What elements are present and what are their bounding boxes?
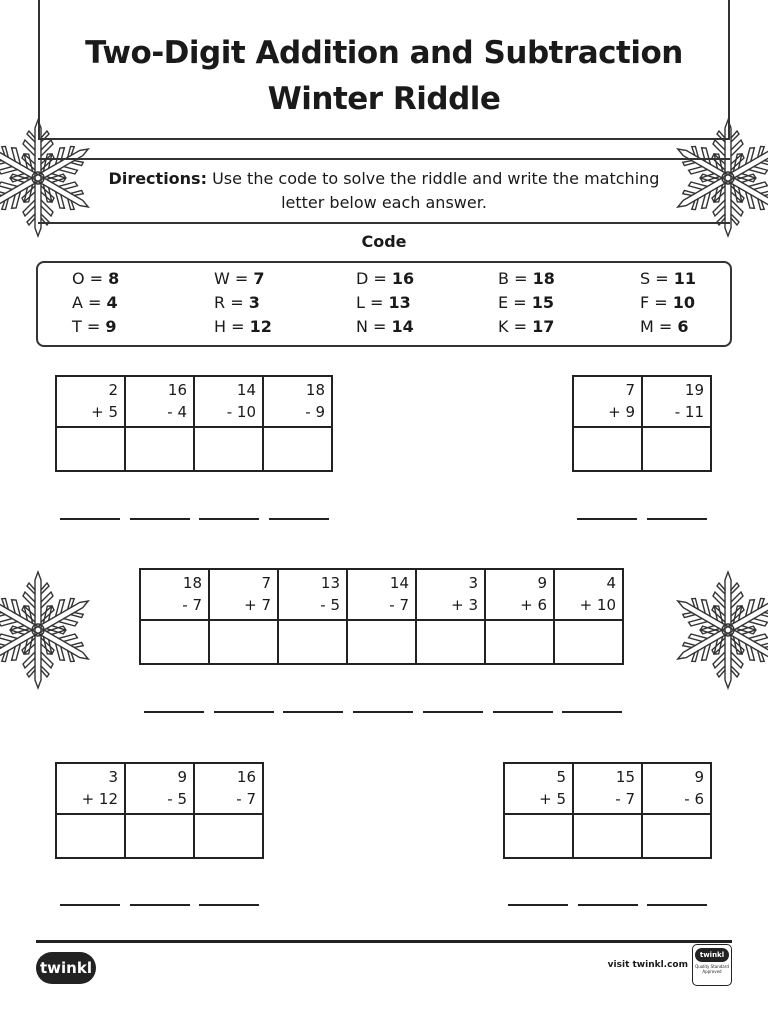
directions-label: Directions: bbox=[108, 169, 207, 188]
problem-top-number: 9 bbox=[537, 574, 547, 592]
problem-top-number: 18 bbox=[182, 574, 202, 592]
problem-cell bbox=[485, 569, 554, 620]
answer-cell[interactable] bbox=[642, 427, 711, 471]
problem-top-number: 13 bbox=[320, 574, 340, 592]
problem-operation: - 11 bbox=[674, 403, 704, 421]
problem-table-1 bbox=[55, 375, 333, 472]
problem-cell bbox=[209, 569, 278, 620]
code-letter: F bbox=[640, 293, 650, 312]
answer-cell[interactable] bbox=[573, 427, 642, 471]
code-entry bbox=[356, 315, 414, 339]
code-equals: = bbox=[653, 317, 678, 336]
answer-cell[interactable] bbox=[125, 427, 194, 471]
problem-top-number: 4 bbox=[606, 574, 616, 592]
answer-letter-line[interactable] bbox=[214, 711, 274, 713]
problem-cell bbox=[554, 569, 623, 620]
problem-cell bbox=[263, 376, 332, 427]
code-letter: W bbox=[214, 269, 230, 288]
code-value: 11 bbox=[673, 269, 696, 288]
answer-cell[interactable] bbox=[485, 620, 554, 664]
code-entry bbox=[498, 291, 554, 315]
code-value: 4 bbox=[106, 293, 118, 312]
code-equals: = bbox=[225, 293, 249, 312]
problem-operation: - 7 bbox=[182, 596, 202, 614]
problem-operation: + 9 bbox=[608, 403, 635, 421]
code-value: 10 bbox=[672, 293, 696, 312]
snowflake-icon bbox=[0, 566, 90, 694]
answer-cell[interactable] bbox=[125, 814, 194, 858]
answer-letter-line[interactable] bbox=[562, 711, 622, 713]
problem-operation: - 7 bbox=[236, 790, 256, 808]
code-equals: = bbox=[229, 269, 254, 288]
problem-operation: + 6 bbox=[520, 596, 547, 614]
problem-operation: - 5 bbox=[167, 790, 187, 808]
problem-top-number: 19 bbox=[684, 381, 704, 399]
code-letter: A bbox=[72, 293, 83, 312]
page-title bbox=[0, 30, 768, 122]
answer-letter-line[interactable] bbox=[130, 518, 190, 520]
problem-top-number: 14 bbox=[236, 381, 256, 399]
answer-letter-line[interactable] bbox=[353, 711, 413, 713]
code-entry bbox=[72, 291, 118, 315]
answer-letter-line[interactable] bbox=[199, 904, 259, 906]
code-entry bbox=[640, 291, 695, 315]
code-value: 9 bbox=[105, 317, 117, 336]
quality-badge bbox=[692, 944, 732, 986]
problem-top-number: 18 bbox=[305, 381, 325, 399]
problem-table-4 bbox=[55, 762, 264, 859]
problem-cell bbox=[56, 763, 125, 814]
code-letter: H bbox=[214, 317, 227, 336]
answer-letter-line[interactable] bbox=[60, 518, 120, 520]
title-line-2: Winter Riddle bbox=[267, 81, 501, 117]
answer-cell[interactable] bbox=[347, 620, 416, 664]
problem-operation: - 5 bbox=[320, 596, 340, 614]
problem-cell bbox=[194, 763, 263, 814]
code-value: 8 bbox=[108, 269, 120, 288]
problem-cell bbox=[347, 569, 416, 620]
code-letter: K bbox=[498, 317, 509, 336]
problem-top-number: 15 bbox=[615, 768, 635, 786]
problem-top-number: 16 bbox=[167, 381, 187, 399]
code-value: 12 bbox=[249, 317, 272, 336]
answer-letter-line[interactable] bbox=[199, 518, 259, 520]
answer-cell[interactable] bbox=[209, 620, 278, 664]
problem-cell bbox=[642, 763, 711, 814]
problem-cell bbox=[573, 763, 642, 814]
code-value: 7 bbox=[253, 269, 265, 288]
problem-operation: + 12 bbox=[81, 790, 118, 808]
answer-cell[interactable] bbox=[56, 427, 125, 471]
problem-top-number: 3 bbox=[108, 768, 118, 786]
snowflake-icon bbox=[0, 114, 90, 242]
code-value: 17 bbox=[532, 317, 555, 336]
problem-cell bbox=[125, 376, 194, 427]
answer-cell[interactable] bbox=[140, 620, 209, 664]
code-letter: E bbox=[498, 293, 509, 312]
problem-cell bbox=[56, 376, 125, 427]
answer-letter-line[interactable] bbox=[647, 904, 707, 906]
problem-table-5 bbox=[503, 762, 712, 859]
problem-table-2 bbox=[572, 375, 712, 472]
answer-cell[interactable] bbox=[642, 814, 711, 858]
visit-link[interactable]: visit twinkl.com bbox=[607, 960, 688, 970]
snowflake-icon bbox=[676, 566, 768, 694]
problem-operation: + 5 bbox=[539, 790, 566, 808]
code-entry bbox=[498, 267, 555, 291]
code-letter: M bbox=[640, 317, 654, 336]
code-equals: = bbox=[367, 317, 392, 336]
answer-cell[interactable] bbox=[56, 814, 125, 858]
answer-letter-line[interactable] bbox=[144, 711, 204, 713]
answer-letter-line[interactable] bbox=[269, 518, 329, 520]
answer-cell[interactable] bbox=[573, 814, 642, 858]
code-equals: = bbox=[650, 269, 674, 288]
code-equals: = bbox=[82, 293, 107, 312]
code-value: 14 bbox=[391, 317, 414, 336]
problem-top-number: 14 bbox=[389, 574, 409, 592]
code-heading: Code bbox=[361, 232, 407, 251]
code-value: 3 bbox=[248, 293, 260, 312]
problem-top-number: 16 bbox=[236, 768, 256, 786]
code-equals: = bbox=[364, 293, 389, 312]
code-letter: S bbox=[640, 269, 651, 288]
code-letter: T bbox=[72, 317, 82, 336]
answer-letter-line[interactable] bbox=[423, 711, 483, 713]
code-letter: B bbox=[498, 269, 509, 288]
problem-operation: - 4 bbox=[167, 403, 187, 421]
code-value: 6 bbox=[677, 317, 689, 336]
code-entry bbox=[640, 267, 696, 291]
code-letter: N bbox=[356, 317, 368, 336]
problem-cell bbox=[140, 569, 209, 620]
answer-letter-line[interactable] bbox=[578, 904, 638, 906]
code-entry bbox=[356, 291, 411, 315]
code-equals: = bbox=[84, 269, 109, 288]
problem-operation: - 10 bbox=[226, 403, 256, 421]
directions-text: Use the code to solve the riddle and write the matching letter below each answer. bbox=[212, 169, 660, 212]
answer-cell[interactable] bbox=[194, 814, 263, 858]
problem-top-number: 3 bbox=[468, 574, 478, 592]
problem-operation: - 7 bbox=[389, 596, 409, 614]
problem-operation: + 5 bbox=[91, 403, 118, 421]
answer-cell[interactable] bbox=[504, 814, 573, 858]
twinkl-logo[interactable]: twinkl bbox=[36, 952, 96, 984]
answer-letter-line[interactable] bbox=[493, 711, 553, 713]
code-value: 18 bbox=[532, 269, 555, 288]
code-entry bbox=[72, 315, 117, 339]
answer-letter-line[interactable] bbox=[130, 904, 190, 906]
problem-cell bbox=[642, 376, 711, 427]
footer-divider bbox=[36, 940, 732, 943]
problem-operation: - 6 bbox=[684, 790, 704, 808]
problem-cell bbox=[278, 569, 347, 620]
problem-table-3 bbox=[139, 568, 624, 665]
problem-operation: + 7 bbox=[244, 596, 271, 614]
problem-top-number: 7 bbox=[625, 381, 635, 399]
answer-letter-line[interactable] bbox=[577, 518, 637, 520]
code-equals: = bbox=[368, 269, 392, 288]
problem-cell bbox=[125, 763, 194, 814]
problem-cell bbox=[504, 763, 573, 814]
directions bbox=[100, 167, 668, 215]
code-letter: D bbox=[356, 269, 369, 288]
answer-cell[interactable] bbox=[194, 427, 263, 471]
problem-top-number: 2 bbox=[108, 381, 118, 399]
code-entry bbox=[214, 291, 260, 315]
badge-text: Quality Standard Approved bbox=[695, 964, 729, 974]
code-equals: = bbox=[226, 317, 250, 336]
problem-operation: + 3 bbox=[451, 596, 478, 614]
code-entry bbox=[356, 267, 414, 291]
problem-top-number: 7 bbox=[261, 574, 271, 592]
problem-cell bbox=[573, 376, 642, 427]
answer-letter-line[interactable] bbox=[283, 711, 343, 713]
answer-letter-line[interactable] bbox=[60, 904, 120, 906]
code-value: 13 bbox=[388, 293, 411, 312]
code-entry bbox=[640, 315, 689, 339]
code-equals: = bbox=[508, 317, 533, 336]
problem-operation: - 9 bbox=[305, 403, 325, 421]
code-letter: O bbox=[72, 269, 85, 288]
problem-top-number: 9 bbox=[694, 768, 704, 786]
code-value: 15 bbox=[531, 293, 554, 312]
code-equals: = bbox=[508, 293, 532, 312]
code-entry bbox=[72, 267, 119, 291]
answer-letter-line[interactable] bbox=[647, 518, 707, 520]
problem-cell bbox=[194, 376, 263, 427]
code-equals: = bbox=[649, 293, 673, 312]
code-entry bbox=[498, 315, 554, 339]
answer-letter-line[interactable] bbox=[508, 904, 568, 906]
code-entry bbox=[214, 315, 272, 339]
problem-operation: - 7 bbox=[615, 790, 635, 808]
problem-top-number: 9 bbox=[177, 768, 187, 786]
code-letter: L bbox=[356, 293, 365, 312]
problem-top-number: 5 bbox=[556, 768, 566, 786]
code-letter: R bbox=[214, 293, 226, 312]
code-equals: = bbox=[508, 269, 533, 288]
answer-cell[interactable] bbox=[278, 620, 347, 664]
problem-operation: + 10 bbox=[579, 596, 616, 614]
snowflake-icon bbox=[676, 114, 768, 242]
title-line-1: Two-Digit Addition and Subtraction bbox=[85, 35, 683, 71]
problem-cell bbox=[416, 569, 485, 620]
badge-logo: twinkl bbox=[695, 948, 729, 962]
code-value: 16 bbox=[391, 269, 415, 288]
code-entry bbox=[214, 267, 265, 291]
answer-cell[interactable] bbox=[263, 427, 332, 471]
code-equals: = bbox=[81, 317, 106, 336]
answer-cell[interactable] bbox=[554, 620, 623, 664]
answer-cell[interactable] bbox=[416, 620, 485, 664]
